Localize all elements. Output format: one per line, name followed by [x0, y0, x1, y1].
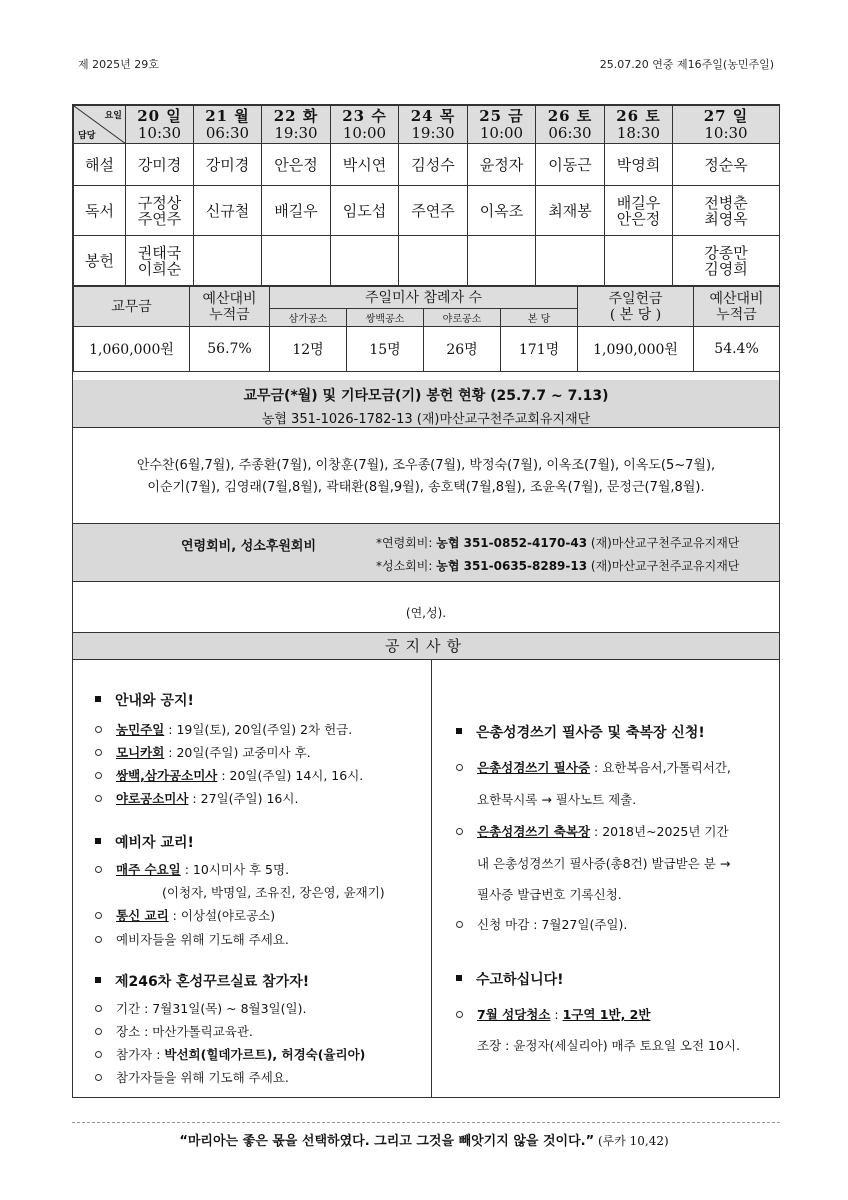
- schedule-cell: [126, 144, 194, 186]
- list-item: 통신 교리 : 이상설(야로공소): [95, 906, 275, 924]
- person-name: 이옥조: [479, 201, 524, 220]
- collection-budget-header: 예산대비 누적금: [694, 287, 780, 327]
- list-item-sub: (이청자, 박명일, 조유진, 장은영, 윤재기): [162, 885, 385, 900]
- day-label: 20 일: [137, 106, 182, 125]
- schedule-cell: [605, 186, 673, 236]
- schedule-cell: [262, 186, 331, 236]
- mass-time: 18:30: [616, 123, 661, 142]
- donation-list: [73, 427, 779, 523]
- section-cursillo-title: 제246차 혼성꾸르실료 참가자!: [95, 971, 309, 991]
- person-name: 김영희: [704, 259, 748, 278]
- schedule-day-header: [536, 106, 605, 144]
- day-label: 22 화: [273, 106, 319, 125]
- person-name: 신규철: [205, 201, 250, 220]
- row-label: 해설: [74, 144, 126, 186]
- collection-header: 주일헌금 ( 본 당 ): [578, 287, 694, 327]
- collection-value: 1,090,000원: [578, 327, 694, 372]
- person-name: 배길우: [616, 193, 661, 212]
- donation-title: 교무금(*월) 및 기타모금(기) 봉헌 현황 (25.7.7 ~ 7.13): [243, 388, 609, 404]
- schedule-corner: [74, 106, 126, 144]
- attend-yaro: 26명: [424, 327, 501, 372]
- row-offering: [74, 236, 780, 286]
- donation-account: 농협 351-1026-1782-13 (재)마산교구천주교회유지재단: [261, 412, 591, 427]
- day-label: 26 토: [616, 106, 661, 125]
- schedule-cell: [331, 186, 399, 236]
- corner-duty-label: 담당: [78, 131, 96, 141]
- attend-ssangbaek: 15명: [347, 327, 424, 372]
- day-label: 24 목: [410, 106, 456, 125]
- list-item: 쌍백,삼가공소미사 : 20일(주일) 14시, 16시.: [95, 766, 363, 784]
- list-item: 예비자들을 위해 기도해 주세요.: [95, 930, 289, 948]
- issue-date: 25.07.20 연중 제16주일(농민주일): [599, 58, 774, 71]
- person-name: 주연주: [411, 201, 455, 220]
- donation-line-2: 이순기(7월), 김영래(7월,8월), 곽태환(8월,9월), 송호택(7월,8월), 조윤옥(7월), 문정근(7월,8월).: [147, 480, 705, 495]
- dues-line-1: *연령회비: 농협 351-0852-4170-43 (재)마산교구천주교유지재단: [376, 536, 740, 550]
- schedule-day-header: [673, 106, 780, 144]
- list-item: 모니카회 : 20일(주일) 교중미사 후.: [95, 743, 311, 761]
- schedule-cell: [262, 144, 331, 186]
- list-item-cont: 필사증 발급번호 기록신청.: [477, 887, 622, 902]
- schedule-cell: [331, 144, 399, 186]
- schedule-cell: [468, 186, 536, 236]
- corner-day-label: 요일: [104, 111, 122, 121]
- dues-percent: 56.7%: [190, 327, 270, 372]
- schedule-cell: [468, 236, 536, 286]
- section-catechumen-title: 예비자 교리!: [95, 832, 194, 852]
- issue-number: 제 2025년 29호: [78, 58, 159, 71]
- person-name: 김성수: [411, 155, 455, 174]
- list-item-cont: 요한묵시록 → 필사노트 제출.: [477, 792, 637, 807]
- notice-title: 공지사항: [73, 632, 779, 660]
- attend-col-yaro: 야로공소: [424, 309, 501, 327]
- row-reading: [74, 186, 780, 236]
- donation-line-1: 안수찬(6월,7월), 주종환(7월), 이창훈(7월), 조우종(7월), 박정숙(7월), 이옥조(7월), 이옥도(5~7월),: [136, 458, 716, 473]
- schedule-cell: [605, 144, 673, 186]
- person-name: 박영희: [616, 155, 661, 174]
- dues-value: 1,060,000원: [74, 327, 190, 372]
- person-name: 배길우: [274, 201, 318, 220]
- mass-time: 19:30: [411, 123, 455, 142]
- dues-header: [73, 523, 779, 581]
- schedule-day-header: [194, 106, 262, 144]
- mass-time: 10:00: [479, 123, 524, 142]
- mass-time: 19:30: [274, 123, 318, 142]
- list-item: 야로공소미사 : 27일(주일) 16시.: [95, 789, 298, 807]
- day-label: 21 월: [205, 106, 250, 125]
- attend-col-ssangbaek: 쌍백공소: [347, 309, 424, 327]
- person-name: 강미경: [205, 155, 250, 174]
- attendance-header: 주일미사 참례자 수: [270, 287, 578, 309]
- dues-title: 연령회비, 성소후원회비: [181, 539, 317, 554]
- list-item-cont: 내 은총성경쓰기 필사증(총8건) 발급받은 분 →: [477, 856, 731, 871]
- finance-dues-header: 교무금: [74, 287, 190, 327]
- day-label: 23 수: [342, 106, 387, 125]
- schedule-cell: [126, 236, 194, 286]
- list-item: 은총성경쓰기 필사증 : 요한복음서,가톨릭서간,: [456, 758, 731, 776]
- list-item: 기간 : 7월31일(목) ~ 8월3일(일).: [95, 999, 306, 1017]
- notice-left-column: [73, 660, 432, 1097]
- collection-percent: 54.4%: [694, 327, 780, 372]
- person-name: 전병춘: [704, 193, 748, 212]
- schedule-cell: [194, 186, 262, 236]
- schedule-cell: [194, 236, 262, 286]
- schedule-day-header: [468, 106, 536, 144]
- schedule-cell: [262, 236, 331, 286]
- schedule-day-header: [262, 106, 331, 144]
- mass-time: 06:30: [548, 123, 592, 142]
- list-item: 농민주일 : 19일(토), 20일(주일) 2차 헌금.: [95, 720, 352, 738]
- finance-budget-header: 예산대비 누적금: [190, 287, 270, 327]
- person-name: 안은정: [616, 209, 661, 228]
- attend-col-main: 본 당: [501, 309, 578, 327]
- mass-time: 10:00: [342, 123, 387, 142]
- row-label: 봉헌: [74, 236, 126, 286]
- row-commentary: [74, 144, 780, 186]
- dues-content-text: (연,성).: [405, 606, 447, 620]
- list-item: 참가자 : 박선희(힐데가르트), 허경숙(율리아): [95, 1045, 365, 1063]
- dues-content: [73, 581, 779, 632]
- schedule-cell: [605, 236, 673, 286]
- person-name: 정순옥: [704, 155, 748, 174]
- schedule-cell: [194, 144, 262, 186]
- person-name: 권태국: [137, 243, 182, 262]
- day-label: 27 일: [703, 106, 749, 125]
- attend-main: 171명: [501, 327, 578, 372]
- schedule-cell: [536, 236, 605, 286]
- section-bible-writing-title: 은총성경쓰기 필사증 및 축복장 신청!: [456, 722, 705, 742]
- schedule-cell: [536, 186, 605, 236]
- mass-schedule-table: [73, 105, 780, 286]
- mass-time: 10:30: [704, 123, 748, 142]
- list-item: 은총성경쓰기 축복장 : 2018년~2025년 기간: [456, 822, 729, 840]
- dues-line-2: *성소회비: 농협 351-0635-8289-13 (재)마산교구천주교유지재단: [376, 559, 740, 573]
- schedule-day-header: [126, 106, 194, 144]
- person-name: 최영옥: [704, 209, 748, 228]
- row-label: 독서: [74, 186, 126, 236]
- schedule-cell: [399, 236, 468, 286]
- schedule-cell: [399, 144, 468, 186]
- schedule-day-header: [399, 106, 468, 144]
- schedule-day-header: [331, 106, 399, 144]
- donation-header: [73, 380, 779, 427]
- schedule-cell: [673, 236, 780, 286]
- day-label: 25 금: [479, 106, 524, 125]
- person-name: 안은정: [274, 155, 318, 174]
- section-thanks-title: 수고하십니다!: [456, 969, 564, 989]
- attend-col-samga: 삼가공소: [270, 309, 347, 327]
- schedule-cell: [331, 236, 399, 286]
- list-item: 장소 : 마산가톨릭교육관.: [95, 1022, 253, 1040]
- footer-divider: [72, 1122, 780, 1123]
- mass-time: 06:30: [205, 123, 250, 142]
- schedule-cell: [673, 186, 780, 236]
- person-name: 임도섭: [342, 201, 387, 220]
- schedule-cell: [673, 144, 780, 186]
- person-name: 이동근: [548, 155, 592, 174]
- person-name: 강종만: [704, 243, 748, 262]
- list-item: 참가자들을 위해 기도해 주세요.: [95, 1068, 289, 1086]
- list-item-cont: 조장 : 윤정자(세실리아) 매주 토요일 오전 10시.: [477, 1038, 740, 1053]
- finance-table: [73, 286, 780, 372]
- attend-samga: 12명: [270, 327, 347, 372]
- person-name: 구정상: [137, 193, 182, 212]
- person-name: 강미경: [137, 155, 182, 174]
- bulletin-frame: [72, 104, 780, 1098]
- schedule-cell: [536, 144, 605, 186]
- person-name: 주연주: [137, 209, 182, 228]
- person-name: 박시연: [342, 155, 387, 174]
- mass-time: 10:30: [137, 123, 182, 142]
- person-name: 윤정자: [479, 155, 524, 174]
- list-item: 7월 성당청소 : 1구역 1반, 2반: [456, 1005, 650, 1023]
- footer-quote: “마리아는 좋은 몫을 선택하였다. 그리고 그것을 빼앗기지 않을 것이다.” (루카 10,42): [179, 1134, 669, 1149]
- day-label: 26 토: [547, 106, 593, 125]
- schedule-cell: [126, 186, 194, 236]
- schedule-day-header: [605, 106, 673, 144]
- person-name: 이희순: [137, 259, 182, 278]
- section-announcements-title: 안내와 공지!: [95, 690, 194, 710]
- schedule-cell: [468, 144, 536, 186]
- list-item: 매주 수요일 : 10시미사 후 5명.: [95, 860, 289, 878]
- schedule-header-row: [74, 106, 780, 144]
- schedule-cell: [399, 186, 468, 236]
- person-name: 최재봉: [548, 201, 592, 220]
- list-item: 신청 마감 : 7월27일(주일).: [456, 915, 627, 933]
